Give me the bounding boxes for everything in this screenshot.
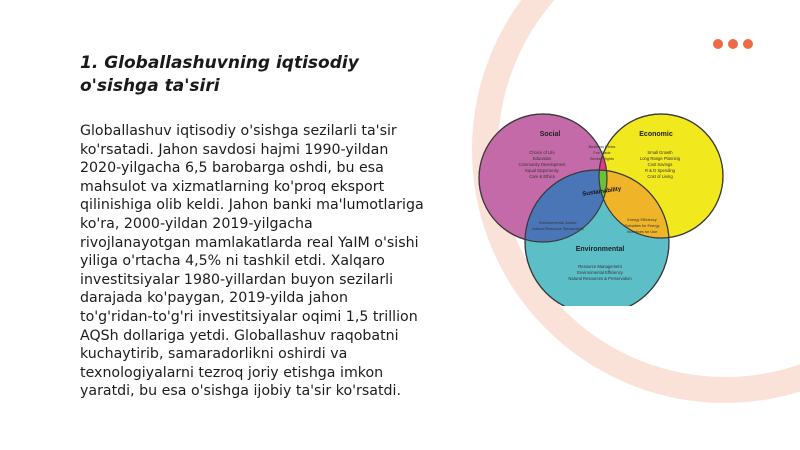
overlap-social-environmental-item: Environmental Justice bbox=[539, 221, 577, 225]
overlap-social-environmental-item: Natural Resource Stewardship bbox=[532, 227, 584, 231]
decorative-dots bbox=[713, 39, 753, 49]
overlap-economic-environmental-item: Subsidies for Energy bbox=[624, 224, 660, 228]
economic-item: Cost of Living bbox=[647, 174, 673, 179]
economic-label: Economic bbox=[639, 131, 673, 138]
overlap-economic-environmental-item: Incentives for Use bbox=[626, 230, 658, 234]
overlap-economic-environmental-item: Energy Efficiency bbox=[627, 218, 657, 222]
slide-title: 1. Globallashuvning iqtisodiy o'sishga ta'siri bbox=[80, 53, 359, 96]
environmental-item: Resource Management bbox=[578, 264, 622, 269]
economic-item: R & D Spending bbox=[644, 168, 676, 173]
dot-3 bbox=[743, 39, 753, 49]
dot-1 bbox=[713, 39, 723, 49]
environmental-item: Natural Resources & Preservation bbox=[568, 276, 632, 281]
social-item: Education bbox=[532, 156, 552, 161]
sustainability-venn-diagram bbox=[470, 96, 740, 306]
overlap-social-economic-item: Business Ethics bbox=[588, 145, 616, 149]
economic-item: Long Range Planning bbox=[639, 156, 681, 161]
overlap-social-economic-item: Worker Rights bbox=[590, 157, 614, 161]
environmental-item: Environmental Efficiency bbox=[577, 270, 623, 275]
social-item: Community Development bbox=[518, 162, 566, 167]
social-item: Care & Ethics bbox=[529, 174, 555, 179]
dot-2 bbox=[728, 39, 738, 49]
social-item: Choice of Life bbox=[529, 150, 555, 155]
economic-item: Cost Savings bbox=[647, 162, 673, 167]
overlap-social-economic-item: Fair Trade bbox=[593, 151, 611, 155]
body-paragraph: Globallashuv iqtisodiy o'sishga sezilarli ta'sir ko'rsatadi. Jahon savdosi hajmi 1990-yildan 2020-yilgacha 6,5 barobarga oshdi, bu esa mahsulot va xizmatlarning ko'proq eksport qilinishiga olib keldi. Jahon banki ma'lumotlariga ko'ra, 2000-yildan 2019-yilgacha rivojlanayotgan mamlakatlarda real YaIM o'sishi yiliga o'rtacha 4,5% ni tashkil etdi. Xalqaro investitsiyalar 1980-yillardan buyon sezilarli darajada ko'paygan, 2019-yilda jahon to'g'ridan-to'g'ri investitsiyalar oqimi 1,5 trillion AQSh dollariga yetdi. Globallashuv raqobatni kuchaytirib, samaradorlikni oshirdi va texnologiyalarni tezroq joriy etishga imkon yaratdi, bu esa o'sishga ijobiy ta'sir ko'rsatdi. bbox=[80, 123, 424, 400]
economic-item: Small Growth bbox=[647, 150, 673, 155]
center-label: Sustainability bbox=[582, 186, 622, 198]
social-label: Social bbox=[539, 131, 561, 138]
environmental-label: Environmental bbox=[575, 246, 625, 253]
social-item: Equal Opportunity bbox=[525, 168, 559, 173]
